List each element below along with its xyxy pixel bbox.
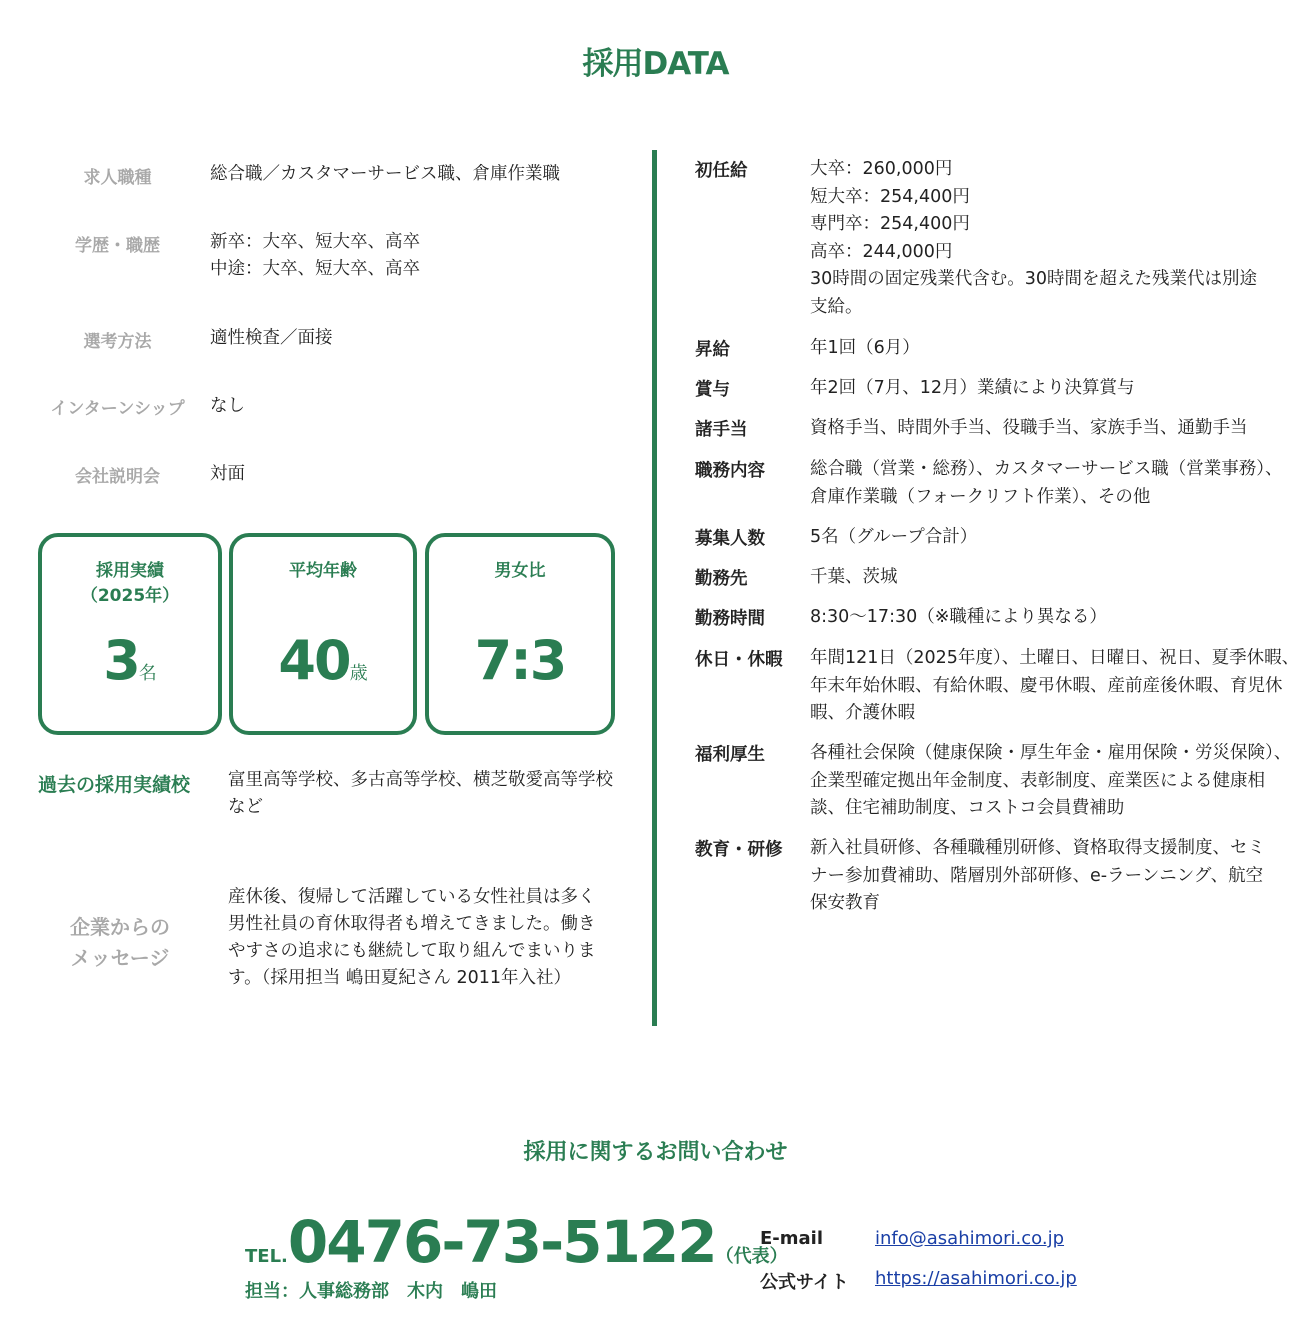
info-label: 初任給 xyxy=(695,161,748,181)
stat-value xyxy=(429,629,611,692)
info-value-line: 資格手当、時間外手当、役職手当、家族手当、通勤手当 xyxy=(810,418,1248,438)
stat-label-line: （2025年） xyxy=(80,586,180,606)
info-value-line: 暇、介護休暇 xyxy=(810,703,915,723)
message-line: 産休後、復帰して活躍している女性社員は多く xyxy=(228,887,596,907)
info-value-line: 総合職（営業・総務）、カスタマーサービス職（営業事務）、 xyxy=(810,459,1283,479)
info-value-line: 年末年始休暇、有給休暇、慶弔休暇、産前産後休暇、育児休 xyxy=(810,675,1283,696)
email-link[interactable]: info@asahimori.co.jp xyxy=(875,1228,1065,1249)
info-value xyxy=(810,524,1280,552)
info-value-line: 談、住宅補助制度、コストコ会員費補助 xyxy=(810,798,1125,818)
info-value-line: 倉庫作業職（フォークリフト作業）、その他 xyxy=(810,486,1151,507)
stat-label-line: 男女比 xyxy=(494,561,546,581)
stat-label-line: 平均年齢 xyxy=(289,561,357,581)
info-value xyxy=(810,456,1283,511)
tel-suffix: （代表） xyxy=(715,1246,788,1267)
stat-number: 40 xyxy=(278,629,350,692)
contact-person: 担当：人事総務部 木内 嶋田 xyxy=(245,1281,497,1302)
stat-box-average-age xyxy=(229,533,417,735)
info-value-line: 支給。 xyxy=(810,296,863,317)
stat-box-hires xyxy=(38,533,222,735)
message-line: す。（採用担当 嶋田夏紀さん 2011年入社） xyxy=(228,968,572,988)
past-schools-value xyxy=(228,767,628,821)
info-value xyxy=(810,415,1280,443)
info-label: 会社説明会 xyxy=(75,467,160,487)
website-label: 公式サイト xyxy=(760,1272,849,1293)
message-label-line: メッセージ xyxy=(70,946,170,970)
info-label: 昇給 xyxy=(695,340,730,360)
info-label: 勤務先 xyxy=(695,569,748,589)
info-label: インターンシップ xyxy=(50,399,185,419)
past-schools-line: 富里高等学校、多古高等学校、横芝敬愛高等学校 xyxy=(228,770,613,790)
message-label xyxy=(40,912,200,974)
info-label: 勤務時間 xyxy=(695,609,765,629)
info-value-line: 年間121日（2025年度）、土曜日、日曜日、祝日、夏季休暇、 xyxy=(810,648,1300,668)
info-value xyxy=(810,645,1300,728)
info-value xyxy=(810,335,1280,363)
info-label: 職務内容 xyxy=(695,461,765,481)
info-value-line: 高卒：244,000円 xyxy=(810,241,953,262)
info-value xyxy=(210,229,630,283)
info-value-line: 新卒：大卒、短大卒、高卒 xyxy=(210,232,420,252)
info-label: 選考方法 xyxy=(83,332,152,352)
info-value xyxy=(810,375,1280,403)
info-label: 教育・研修 xyxy=(695,840,783,860)
info-value-line: 年2回（7月、12月）業績により決算賞与 xyxy=(810,378,1135,398)
stat-label xyxy=(233,559,413,584)
info-label: 休日・休暇 xyxy=(695,650,783,670)
info-value xyxy=(810,564,1280,592)
info-label: 学歴・職歴 xyxy=(75,236,160,256)
info-label: 募集人数 xyxy=(695,529,765,549)
stat-number: 7:3 xyxy=(474,629,566,692)
past-schools-line: など xyxy=(228,797,263,817)
tel-prefix: TEL. xyxy=(245,1246,288,1267)
email-label: E-mail xyxy=(760,1228,824,1249)
message-line: 男性社員の育休取得者も増えてきました。働き xyxy=(228,914,596,934)
message-line: やすさの追求にも継続して取り組んでまいりま xyxy=(228,941,596,961)
info-value-line: 中途：大卒、短大卒、高卒 xyxy=(210,259,420,279)
past-schools-label: 過去の採用実績校 xyxy=(38,774,191,796)
info-value-line: 各種社会保険（健康保険・厚生年金・雇用保険・労災保険）、 xyxy=(810,743,1292,763)
stat-unit: 歳 xyxy=(349,663,368,684)
info-value xyxy=(210,161,630,188)
info-value-line: 企業型確定拠出年金制度、表彰制度、産業医による健康相 xyxy=(810,770,1265,791)
info-label: 賞与 xyxy=(695,380,730,400)
info-value xyxy=(810,835,1280,918)
info-value xyxy=(210,393,630,420)
stat-label xyxy=(429,559,611,584)
page-title: 採用DATA xyxy=(582,46,729,82)
info-value-line: 対面 xyxy=(210,464,245,484)
info-value-line: 適性検査／面接 xyxy=(210,328,333,348)
stat-unit: 名 xyxy=(138,663,157,684)
info-value-line: なし xyxy=(210,396,245,416)
info-value-line: 短大卒：254,400円 xyxy=(810,186,970,207)
info-label: 諸手当 xyxy=(695,420,748,440)
website-link[interactable]: https://asahimori.co.jp xyxy=(875,1268,1077,1289)
info-value xyxy=(210,325,630,352)
info-value-line: 新入社員研修、各種職種別研修、資格取得支援制度、セミ xyxy=(810,838,1265,858)
info-value-line: 30時間の固定残業代含む。30時間を超えた残業代は別途 xyxy=(810,269,1258,289)
stat-value xyxy=(42,629,218,692)
info-value-line: 5名（グループ合計） xyxy=(810,527,978,547)
info-value xyxy=(810,156,1280,321)
stat-number: 3 xyxy=(103,629,139,692)
stat-label-line: 採用実績 xyxy=(96,561,164,581)
info-value-line: ナー参加費補助、階層別外部研修、e-ラーンニング、航空 xyxy=(810,865,1264,886)
info-label: 福利厚生 xyxy=(695,745,765,765)
info-value-line: 大卒：260,000円 xyxy=(810,159,953,179)
stat-label xyxy=(42,559,218,609)
tel-number: 0476-73-5122 xyxy=(287,1208,716,1276)
info-value xyxy=(810,740,1292,823)
contact-title: 採用に関するお問い合わせ xyxy=(523,1140,788,1165)
phone-number[interactable] xyxy=(245,1208,788,1276)
message-text xyxy=(228,884,623,992)
info-value-line: 8:30〜17:30（※職種により異なる） xyxy=(810,607,1107,627)
message-label-line: 企業からの xyxy=(70,915,170,939)
info-value xyxy=(810,604,1280,632)
info-label: 求人職種 xyxy=(83,168,152,188)
info-value-line: 保安教育 xyxy=(810,893,880,913)
info-value-line: 専門卒：254,400円 xyxy=(810,214,970,234)
info-value-line: 総合職／カスタマーサービス職、倉庫作業職 xyxy=(210,164,560,184)
column-divider xyxy=(652,150,657,1026)
info-value-line: 千葉、茨城 xyxy=(810,567,898,587)
info-value xyxy=(210,461,630,488)
stat-box-gender-ratio xyxy=(425,533,615,735)
stat-value xyxy=(233,629,413,692)
info-value-line: 年1回（6月） xyxy=(810,338,920,358)
